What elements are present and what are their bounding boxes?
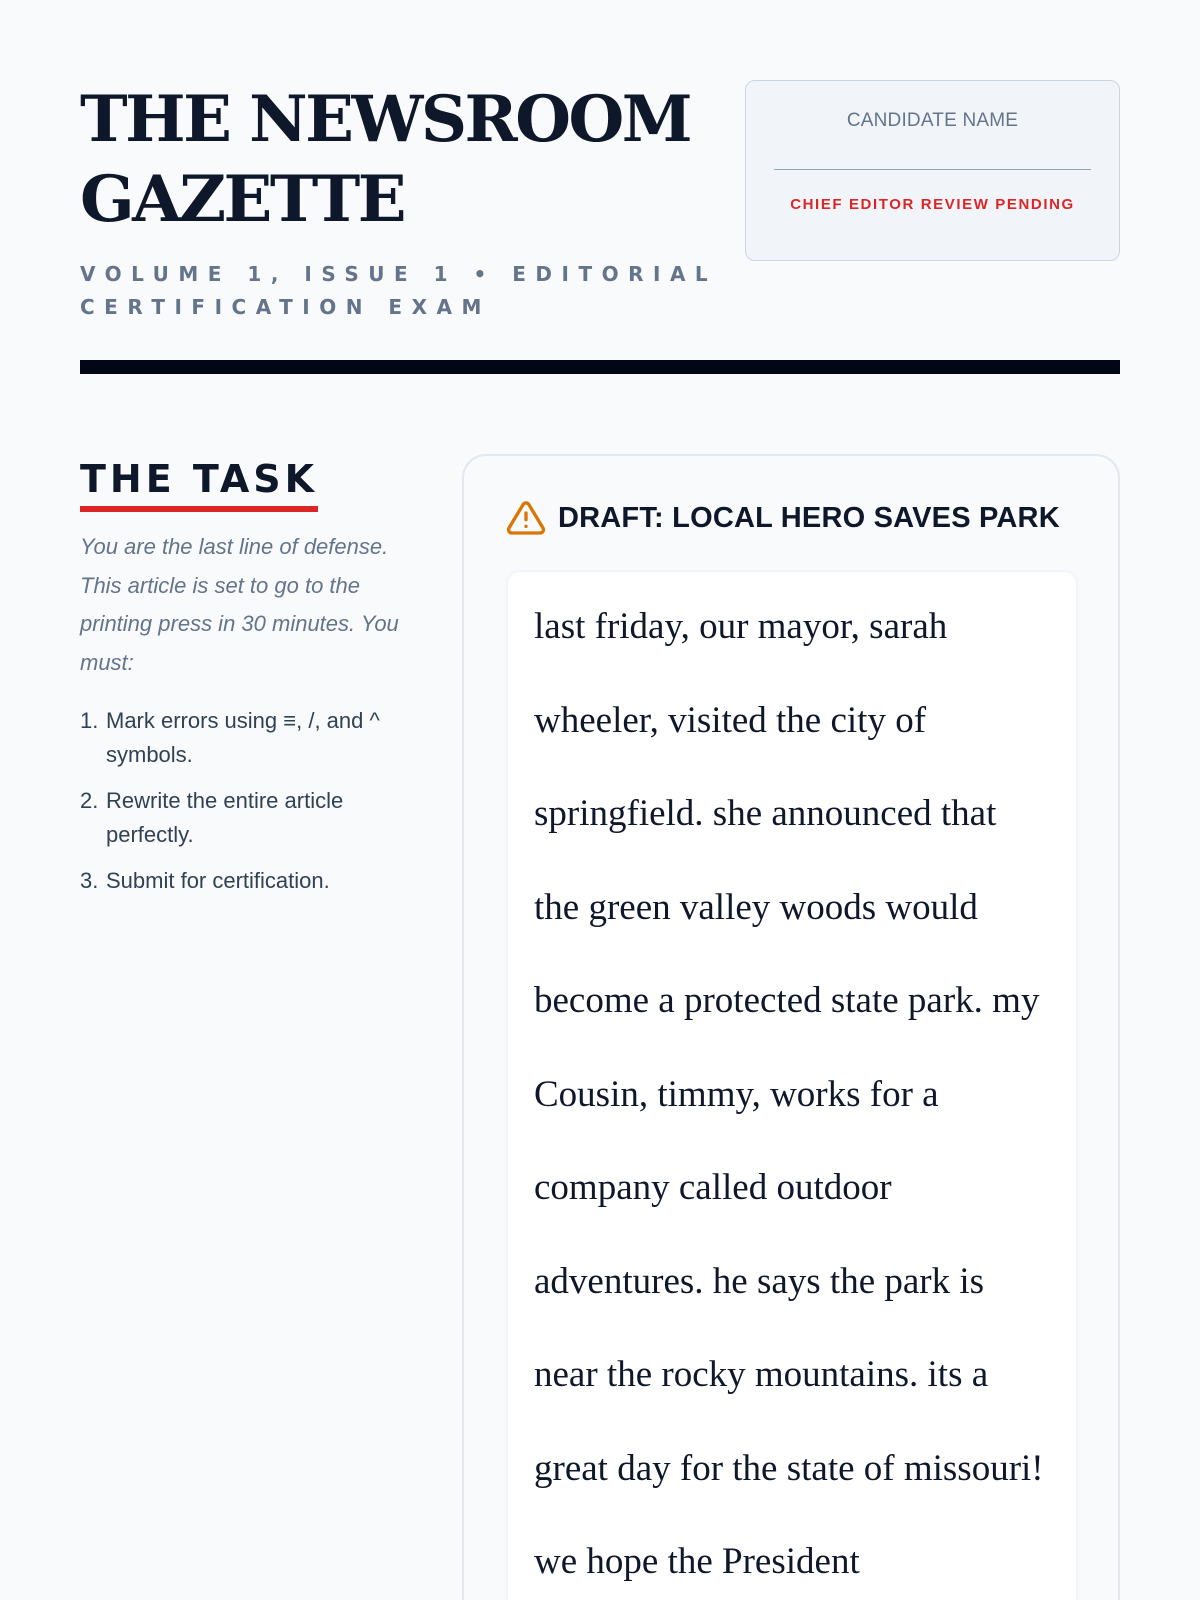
masthead-rule — [80, 360, 1120, 374]
step-number: 2. — [80, 788, 99, 813]
task-heading: THE TASK — [80, 456, 318, 512]
step-number: 1. — [80, 708, 99, 733]
draft-panel — [462, 454, 1120, 1600]
warning-icon — [506, 498, 546, 538]
title-block — [80, 80, 720, 324]
paper-title — [80, 80, 720, 240]
draft-article-text: last friday, our mayor, sarah wheeler, visited the city of springfield. she announced that the green valley woods would become a protected state park. my Cousin, timmy, works for a company called outdoor adventures. he says the park is near the rocky mountains. its a great day for the state of missouri! we hope the President — [534, 606, 1044, 1582]
candidate-card — [745, 80, 1120, 261]
masthead — [80, 80, 1120, 324]
paper-title-line-2: GAZETTE — [80, 162, 405, 237]
paper-title-line-1: THE NEWSROOM — [80, 82, 691, 157]
step-number: 3. — [80, 868, 99, 893]
task-steps — [80, 704, 420, 898]
task-step — [80, 864, 420, 898]
step-text: Submit for certification. — [106, 868, 330, 893]
candidate-name-line — [774, 169, 1091, 170]
step-text: Rewrite the entire article perfectly. — [106, 788, 344, 847]
task-intro: You are the last line of defense. This article is set to go to the printing press in 30 minutes. You must: — [80, 534, 399, 675]
draft-article[interactable] — [506, 570, 1078, 1600]
task-step — [80, 784, 420, 852]
issue-line: VOLUME 1, ISSUE 1 • EDITORIAL CERTIFICATION EXAM — [80, 262, 718, 319]
candidate-name-label: CANDIDATE NAME — [846, 110, 1019, 131]
task-step — [80, 704, 420, 772]
step-text: Mark errors using ≡, /, and ^ symbols. — [106, 708, 380, 767]
draft-title: DRAFT: LOCAL HERO SAVES PARK — [558, 501, 1060, 534]
review-status: CHIEF EDITOR REVIEW PENDING — [790, 196, 1075, 213]
draft-header — [506, 498, 1076, 538]
task-section — [80, 456, 420, 910]
